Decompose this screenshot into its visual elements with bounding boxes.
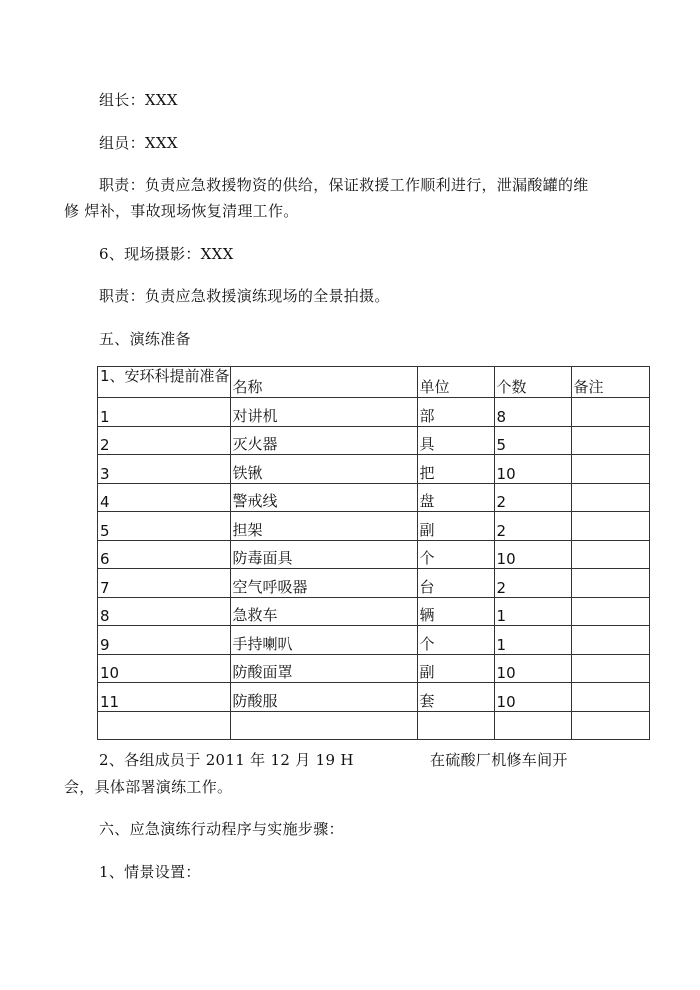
table-row bbox=[98, 654, 650, 683]
duty-photo-line: 职责：负责应急救援演练现场的全景拍摄。 bbox=[99, 287, 390, 305]
cell-name: 防酸服 bbox=[230, 683, 417, 712]
cell-name: 灭火器 bbox=[230, 426, 417, 455]
header-cell-prep: 1、安环科提前准备 bbox=[98, 367, 231, 398]
cell-name: 空气呼吸器 bbox=[230, 569, 417, 598]
cell-remark bbox=[571, 626, 649, 655]
cell-remark bbox=[571, 483, 649, 512]
team-member-line: 组员：XXX bbox=[99, 134, 178, 152]
table-row bbox=[98, 455, 650, 484]
cell-name: 警戒线 bbox=[230, 483, 417, 512]
duty-supply-line-2: 修 焊补，事故现场恢复清理工作。 bbox=[64, 202, 299, 220]
cell-remark bbox=[571, 455, 649, 484]
table-row bbox=[98, 683, 650, 712]
table-header-row bbox=[98, 367, 650, 398]
cell-unit: 辆 bbox=[417, 597, 494, 626]
table-row bbox=[98, 597, 650, 626]
scenario-heading: 1、情景设置： bbox=[99, 863, 201, 881]
header-cell-remark: 备注 bbox=[571, 367, 649, 398]
cell-unit: 套 bbox=[417, 683, 494, 712]
cell-remark bbox=[571, 398, 649, 427]
cell-unit: 盘 bbox=[417, 483, 494, 512]
cell-unit: 副 bbox=[417, 654, 494, 683]
cell-remark bbox=[571, 597, 649, 626]
cell-count: 2 bbox=[494, 569, 571, 598]
table-row bbox=[98, 483, 650, 512]
cell-index: 10 bbox=[98, 654, 231, 683]
cell-count: 1 bbox=[494, 626, 571, 655]
cell-unit bbox=[417, 711, 494, 740]
cell-name: 铁锹 bbox=[230, 455, 417, 484]
cell-name bbox=[230, 711, 417, 740]
cell-index: 7 bbox=[98, 569, 231, 598]
cell-name: 急救车 bbox=[230, 597, 417, 626]
meeting-line-cont: 会，具体部署演练工作。 bbox=[64, 778, 233, 796]
table-row bbox=[98, 711, 650, 740]
cell-remark bbox=[571, 426, 649, 455]
cell-name: 对讲机 bbox=[230, 398, 417, 427]
team-leader-line: 组长：XXX bbox=[99, 91, 178, 109]
cell-index: 3 bbox=[98, 455, 231, 484]
cell-count: 10 bbox=[494, 540, 571, 569]
duty-supply-line-1: 职责：负责应急救援物资的供给，保证救援工作顺利进行，泄漏酸罐的维 bbox=[99, 176, 589, 194]
cell-count: 10 bbox=[494, 455, 571, 484]
cell-remark bbox=[571, 540, 649, 569]
cell-index: 9 bbox=[98, 626, 231, 655]
table-row bbox=[98, 512, 650, 541]
cell-count: 1 bbox=[494, 597, 571, 626]
meeting-line-left: 2、各组成员于 2011 年 12 月 19 H bbox=[99, 751, 354, 769]
cell-name: 防毒面具 bbox=[230, 540, 417, 569]
section-five-heading: 五、演练准备 bbox=[99, 330, 191, 348]
cell-index: 2 bbox=[98, 426, 231, 455]
cell-name: 担架 bbox=[230, 512, 417, 541]
cell-count: 10 bbox=[494, 654, 571, 683]
table-row bbox=[98, 426, 650, 455]
cell-count: 2 bbox=[494, 483, 571, 512]
cell-unit: 台 bbox=[417, 569, 494, 598]
cell-count: 8 bbox=[494, 398, 571, 427]
supplies-table bbox=[97, 366, 650, 740]
cell-unit: 具 bbox=[417, 426, 494, 455]
cell-index: 6 bbox=[98, 540, 231, 569]
cell-index: 11 bbox=[98, 683, 231, 712]
cell-name: 手持喇叭 bbox=[230, 626, 417, 655]
cell-unit: 部 bbox=[417, 398, 494, 427]
cell-count: 10 bbox=[494, 683, 571, 712]
cell-index: 4 bbox=[98, 483, 231, 512]
table-row bbox=[98, 569, 650, 598]
cell-index: 8 bbox=[98, 597, 231, 626]
cell-count bbox=[494, 711, 571, 740]
cell-name: 防酸面罩 bbox=[230, 654, 417, 683]
cell-remark bbox=[571, 569, 649, 598]
cell-index: 1 bbox=[98, 398, 231, 427]
cell-unit: 个 bbox=[417, 540, 494, 569]
table-row bbox=[98, 398, 650, 427]
cell-unit: 把 bbox=[417, 455, 494, 484]
cell-unit: 副 bbox=[417, 512, 494, 541]
table-row bbox=[98, 626, 650, 655]
cell-count: 2 bbox=[494, 512, 571, 541]
header-cell-unit: 单位 bbox=[417, 367, 494, 398]
section-six-heading: 六、应急演练行动程序与实施步骤： bbox=[99, 820, 344, 838]
meeting-line-right: 在硫酸厂机修车间开 bbox=[430, 751, 568, 769]
table-row bbox=[98, 540, 650, 569]
header-cell-count: 个数 bbox=[494, 367, 571, 398]
cell-remark bbox=[571, 654, 649, 683]
cell-index: 5 bbox=[98, 512, 231, 541]
header-cell-name: 名称 bbox=[230, 367, 417, 398]
cell-remark bbox=[571, 512, 649, 541]
cell-remark bbox=[571, 711, 649, 740]
cell-index bbox=[98, 711, 231, 740]
photo-heading: 6、现场摄影：XXX bbox=[99, 245, 234, 263]
cell-remark bbox=[571, 683, 649, 712]
cell-unit: 个 bbox=[417, 626, 494, 655]
cell-count: 5 bbox=[494, 426, 571, 455]
